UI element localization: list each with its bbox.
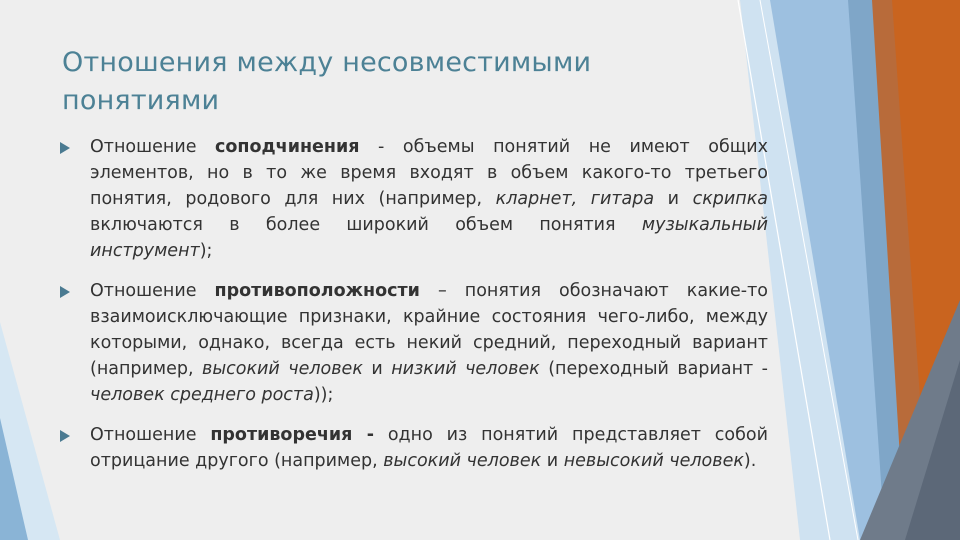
- example-italic: музыкальный инструмент: [90, 215, 768, 261]
- list-item-text: [90, 278, 768, 408]
- list-item: [60, 278, 768, 408]
- term-bold: противоположности: [214, 281, 420, 301]
- text-run: ));: [313, 385, 334, 405]
- list-item-text: [90, 134, 768, 264]
- example-italic: человек среднего роста: [90, 385, 314, 405]
- bullet-arrow-icon: [60, 286, 70, 298]
- text-run: и: [362, 359, 392, 379]
- list-item: [60, 422, 768, 474]
- text-run: - объемы понятий не имеют общих элементов, но в то же время входят в объем какого-то третьего понятия, родового для них (например,: [90, 137, 768, 209]
- text-run: – понятия обозначают какие-то взаимоисключающие признаки, крайние состояния чего-либо, между которыми, однако, всегда есть некий средний, переходный вариант (например,: [90, 281, 768, 379]
- text-run: Отношение: [90, 137, 216, 157]
- term-bold: противоречия -: [210, 425, 374, 445]
- list-item: [60, 134, 768, 264]
- slide-title: Отношения между несовместимыми понятиями: [62, 47, 592, 116]
- bullet-list: [60, 134, 768, 488]
- list-item-text: [90, 422, 768, 474]
- bullet-arrow-icon: [60, 430, 70, 442]
- text-run: включаются в более широкий объем понятия: [90, 215, 642, 235]
- text-run: одно из понятий представляет собой отрицание другого (например,: [90, 425, 768, 471]
- text-run: ).: [743, 451, 757, 471]
- text-run: Отношение: [90, 281, 215, 301]
- example-italic: высокий человек: [383, 451, 542, 471]
- text-run: и: [654, 189, 693, 209]
- text-run: (переходный вариант -: [539, 359, 768, 379]
- example-italic: высокий человек: [202, 359, 363, 379]
- text-run: );: [199, 241, 213, 261]
- example-italic: скрипка: [692, 189, 769, 209]
- example-italic: невысокий человек: [563, 451, 744, 471]
- bullet-arrow-icon: [60, 142, 70, 154]
- example-italic: низкий человек: [391, 359, 540, 379]
- text-run: и: [541, 451, 564, 471]
- text-run: Отношение: [90, 425, 211, 445]
- example-italic: кларнет, гитара: [495, 189, 655, 209]
- term-bold: соподчинения: [215, 137, 360, 157]
